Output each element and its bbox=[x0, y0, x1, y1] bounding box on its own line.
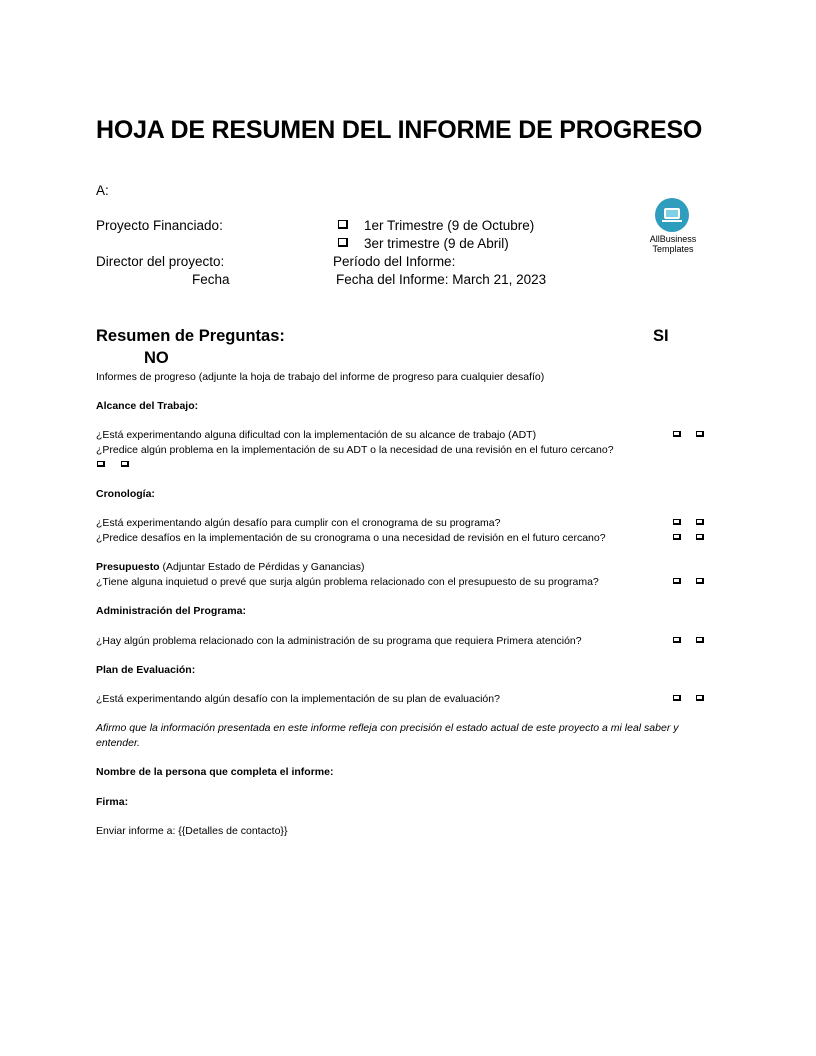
timeline-q2-yes-checkbox[interactable] bbox=[673, 534, 681, 540]
scope-heading: Alcance del Trabajo: bbox=[96, 400, 199, 412]
signature-label: Firma: bbox=[96, 796, 129, 808]
q3-option-label: 3er trimestre (9 de Abril) bbox=[364, 236, 509, 251]
affirmation-line-1: Afirmo que la información presentada en este informe refleja con precisión el estado actual de este proyecto a mi leal saber y bbox=[96, 722, 679, 734]
evaluation-question-1: ¿Está experimentando algún desafío con la implementación de su plan de evaluación? bbox=[96, 693, 500, 705]
funded-project-label: Proyecto Financiado: bbox=[96, 218, 223, 233]
timeline-question-2: ¿Predice desafíos en la implementación de su cronograma o una necesidad de revisión en el futuro cercano? bbox=[96, 532, 606, 544]
evaluation-q1-yes-checkbox[interactable] bbox=[673, 695, 681, 701]
budget-question-1: ¿Tiene alguna inquietud o prevé que surja algún problema relacionado con el presupuesto de su programa? bbox=[96, 576, 599, 588]
budget-heading-line bbox=[96, 561, 364, 573]
budget-heading: Presupuesto bbox=[96, 561, 160, 573]
yes-column-label: SI bbox=[653, 327, 669, 345]
budget-q1-no-checkbox[interactable] bbox=[696, 578, 704, 584]
scope-q2-no-checkbox[interactable] bbox=[121, 461, 129, 467]
name-label: Nombre de la persona que completa el informe: bbox=[96, 766, 334, 778]
q1-option-label: 1er Trimestre (9 de Octubre) bbox=[364, 218, 535, 233]
scope-question-1: ¿Está experimentando alguna dificultad con la implementación de su alcance de trabajo (ADT) bbox=[96, 429, 537, 441]
no-column-label: NO bbox=[144, 349, 169, 367]
report-date: Fecha del Informe: March 21, 2023 bbox=[336, 272, 547, 287]
affirmation-line-2: entender. bbox=[96, 737, 140, 749]
timeline-q2-no-checkbox[interactable] bbox=[696, 534, 704, 540]
timeline-q1-yes-checkbox[interactable] bbox=[673, 519, 681, 525]
to-label: A: bbox=[96, 183, 109, 198]
budget-q1-yes-checkbox[interactable] bbox=[673, 578, 681, 584]
evaluation-heading: Plan de Evaluación: bbox=[96, 664, 196, 676]
logo-text: AllBusiness Templates bbox=[649, 234, 697, 254]
scope-question-2: ¿Predice algún problema en la implementación de su ADT o la necesidad de una revisión en el futuro cercano? bbox=[96, 444, 614, 456]
timeline-q1-no-checkbox[interactable] bbox=[696, 519, 704, 525]
period-label: Período del Informe: bbox=[333, 254, 456, 269]
send-to: Enviar informe a: {{Detalles de contacto}} bbox=[96, 825, 288, 837]
scope-q2-yes-checkbox[interactable] bbox=[97, 461, 105, 467]
q1-option-checkbox[interactable] bbox=[338, 220, 348, 229]
evaluation-q1-no-checkbox[interactable] bbox=[696, 695, 704, 701]
budget-note: (Adjuntar Estado de Pérdidas y Ganancias) bbox=[162, 561, 365, 573]
scope-q1-no-checkbox[interactable] bbox=[696, 431, 704, 437]
admin-heading: Administración del Programa: bbox=[96, 605, 246, 617]
admin-question-1: ¿Hay algún problema relacionado con la administración de su programa que requiera Primera atención? bbox=[96, 635, 582, 647]
date-label: Fecha bbox=[192, 272, 230, 287]
admin-q1-yes-checkbox[interactable] bbox=[673, 637, 681, 643]
scope-q1-yes-checkbox[interactable] bbox=[673, 431, 681, 437]
summary-heading: Resumen de Preguntas: bbox=[96, 327, 285, 345]
timeline-heading: Cronología: bbox=[96, 488, 155, 500]
q3-option-checkbox[interactable] bbox=[338, 238, 348, 247]
timeline-question-1: ¿Está experimentando algún desafío para cumplir con el cronograma de su programa? bbox=[96, 517, 501, 529]
laptop-icon bbox=[664, 208, 680, 219]
summary-intro: Informes de progreso (adjunte la hoja de trabajo del informe de progreso para cualquier desafío) bbox=[96, 371, 545, 383]
page-title: HOJA DE RESUMEN DEL INFORME DE PROGRESO bbox=[96, 116, 703, 144]
admin-q1-no-checkbox[interactable] bbox=[696, 637, 704, 643]
director-label: Director del proyecto: bbox=[96, 254, 225, 269]
logo bbox=[655, 198, 689, 232]
